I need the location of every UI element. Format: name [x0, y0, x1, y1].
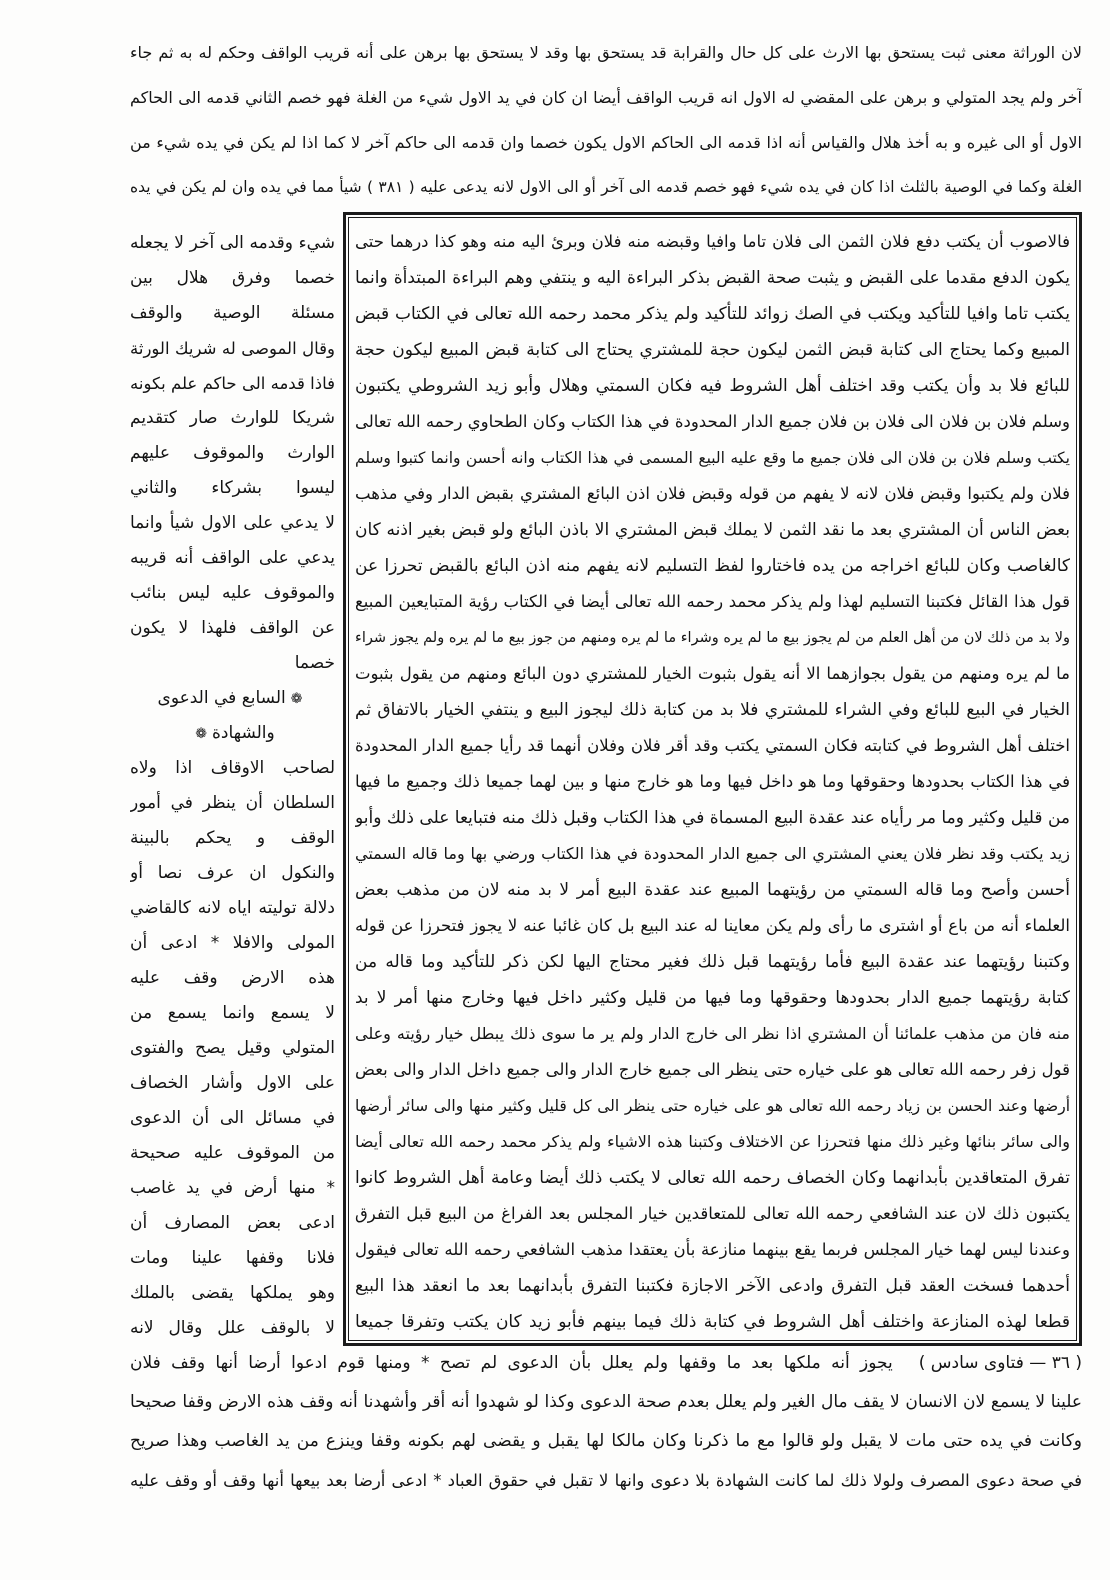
box-text-line: بعض الناس أن المشتري بعد ما نقد الثمن لا يملك قبض المشتري الا باذن البائع ولو قبض بغير اذنه كان [355, 520, 1070, 540]
margin-note-line: فلانا وقفها علينا ومات [130, 1248, 335, 1268]
box-text-line: اختلف أهل الشروط في كتابته فكان السمتي يكتب وقد أقر فلان وفلان أنهما قد رأيا جميع الدار المحدودة [355, 736, 1070, 755]
section-heading [130, 716, 335, 751]
margin-note-line: هذه الارض وقف عليه [130, 968, 335, 988]
box-text-line: قول هذا القائل فكتبنا التسليم لهذا ولم يذكر محمد رحمه الله تعالى أيضا في الكتاب رؤية المتبايعين المبيع [355, 592, 1070, 611]
box-text-line: أحدهما فسخت العقد قبل التفرق وادعى الآخر الاجازة فكتبنا التفرق بأبدانهما بعد ما انعقد هذا البيع [355, 1276, 1070, 1296]
margin-note-line: لا بالوقف علل وقال لانه [130, 1318, 335, 1338]
box-text-line: قطعا لهذه المنازعة واختلف أهل الشروط في كتابة ذلك فيما بينهم فأبو زيد كان يكتب وتفرقا جميعا [355, 1312, 1070, 1332]
margin-note-line: فاذا قدمه الى حاكم علم بكونه [130, 374, 335, 393]
box-text-line: للبائع فلا بد وأن يكتب وقد اختلف أهل الشروط فيه فكان السمتي وهلال وأبو زيد الشروطي يكتبون [355, 376, 1070, 396]
box-text-line: يكتب تاما وافيا للتأكيد ويكتب في الصك زوائد للتأكيد ولم يذكر محمد رحمه الله تعالى في الكتاب قبض [355, 304, 1070, 324]
section-heading [130, 681, 335, 716]
margin-note-line: لصاحب الاوقاف اذا ولاه [130, 758, 335, 778]
box-text-line: يكتب وسلم فلان بن فلان الى فلان جميع ما وقع عليه البيع المسمى في هذا الكتاب وانه أحسن وانما كتبوا وسلم [355, 449, 1070, 467]
box-text-line: المبيع وكما يحتاج الى كتابة قبض الثمن ليكون حجة للمشتري يحتاج الى كتابة قبض المبيع ليكون حجة [355, 340, 1070, 360]
margin-note-line: خصما وفرق هلال بين [130, 268, 335, 288]
margin-note-line: شريكا للوارث صار كتقديم [130, 408, 335, 428]
margin-note-line: المتولي وقيل يصح والفتوى [130, 1038, 335, 1058]
margin-note-line: وقال الموصى له شريك الورثة [130, 339, 335, 358]
top-text-block [130, 30, 1082, 210]
margin-note-line: يدعي على الواقف أنه قريبه [130, 548, 335, 568]
box-text-line: قول زفر رحمه الله تعالى هو على خياره حتى ينظر الى جميع خارج الدار والى جميع داخل الدار والى بعض [355, 1060, 1070, 1079]
margin-note-line: وهو يملكها يقضى بالملك [130, 1283, 335, 1303]
margin-note-line: لا يدعي على الاول شيأ وانما [130, 513, 335, 533]
box-text-line: فلان ولم يكتبوا وقبض فلان لانه لا يفهم من قوله وقبض فلان اذن البائع المشتري بقبض الدار وفي مذهب [355, 484, 1070, 503]
box-text-line: أرضها وعند الحسن بن زياد رحمه الله تعالى هو على خياره حتى ينظر الى كل قليل وكثير منها والى سائر أرضها [355, 1097, 1070, 1115]
box-text-line: كالغاصب وكان للبائع اخراجه من يده فاختاروا لفظ التسليم لانه يفهم منه اذن البائع بالقبض تحرزا عن [355, 556, 1070, 576]
ornament-icon [291, 682, 303, 716]
box-text-line: من قليل وكثير وما مر رأياه عند عقدة البيع المسماة في هذا الكتاب وقبل ذلك منه فتبايعا على ذلك وأبو [355, 808, 1070, 828]
margin-note-line: خصما [294, 653, 335, 673]
margin-note-line: دلالة توليته اياه لانه كالقاضي [130, 898, 335, 918]
margin-note-line: في مسائل الى أن الدعوى [130, 1108, 335, 1128]
main-text-box [343, 212, 1082, 1346]
margin-note-line: لا يسمع وانما يسمع من [130, 1003, 335, 1023]
footer-text-line: علينا لا يسمع لان الانسان لا يقف مال الغير ولم يعلل بعدم صحة الدعوى وكذا لو شهدوا أنه أقر وأشهدنا أنه وقف هذه الارض وقفا صحيحا [130, 1392, 1082, 1412]
top-text-line: آخر ولم يجد المتولي و برهن على المقضي له الاول انه قريب الواقف أيضا ان كان في يد الاول شيء من الغلة فهو خصم الثاني قدمه الى الحاكم [130, 88, 1082, 107]
box-text-line: كتابة رؤيتهما جميع الدار بحدودها وحقوقها وما فيها من قليل وكثير داخل فيها وخارج منها أمر لا بد [355, 988, 1070, 1008]
footer-text-line: وكانت في يده حتى مات لا يقبل ولو قالوا مع ما ذكرنا وكان مالكا لها يقبل و يقضى لهم بكونه وقفا وينزع من يد الغاصب وهذا صريح [130, 1431, 1082, 1451]
box-text-line: يكون الدفع مقدما على القبض و يثبت صحة القبض بذكر البراءة اليه و ينتفي وهم البراءة المبتدأة وانما [355, 268, 1070, 288]
margin-notes-column [130, 226, 335, 1346]
margin-note-line: على الاول وأشار الخصاف [130, 1073, 335, 1093]
page-label: ( ٣٦ — فتاوى سادس ) [918, 1353, 1082, 1373]
margin-note-line: ادعى بعض المصارف أن [130, 1213, 335, 1233]
footer-text-line: يجوز أنه ملكها بعد ما وقفها ولم يعلل بأن الدعوى لم تصح * ومنها قوم ادعوا أرضا أنها وقف فلان [130, 1353, 893, 1373]
margin-note-line: والموقوف عليه ليس بنائب [130, 583, 335, 603]
top-text-line: الاول أو الى غيره و به أخذ هلال والقياس أنه اذا قدمه الى الحاكم الاول يكون خصما وان قدمه الى حاكم آخر لا كما اذا لم يكن في يده شيء من [130, 133, 1082, 152]
box-text-line: زيد يكتب وقد نظر فلان يعني المشتري الى جميع الدار المحدودة في هذا الكتاب ورضي بها وما قاله السمتي [355, 844, 1070, 863]
box-text-line: في هذا الكتاب بحدودها وحقوقها وما هو داخل فيها وما هو خارج منها و بين لهما جميعا ذلك وجميع ما فيها [355, 772, 1070, 791]
box-text-line: ولا بد من ذلك لان من أهل العلم من لم يجوز بيع ما لم يره وشراء ما لم يره ومنهم من جوز بيع ما لم يره ولم يجوز شراء [355, 630, 1070, 646]
margin-note-line: الوقف و يحكم بالبينة [130, 828, 335, 848]
box-text-line: فالاصوب أن يكتب دفع فلان الثمن الى فلان تاما وافيا وقبضه منه فلان وبرئ اليه منه وهو كذا درهما حتى [355, 232, 1070, 251]
top-text-line: لان الوراثة معنى ثبت يستحق بها الارث على كل حال والقرابة قد يستحق بها وقد لا يستحق بها برهن على أنه قريب الواقف وحكم له به ثم جاء [130, 43, 1082, 62]
box-text-line: وعندنا ليس لهما خيار المجلس فربما يقع بينهما منازعة بأن يعتقدا مذهب الشافعي رحمه الله تعالى فيقول [355, 1240, 1070, 1259]
section-heading-text: والشهادة [211, 723, 275, 743]
margin-note-line: الوارث والموقوف عليهم [130, 443, 335, 463]
margin-note-line: عن الواقف فلهذا لا يكون [130, 618, 335, 638]
box-text-line: وكتبنا رؤيتهما عند عقدة البيع فأما رؤيتهما قبل ذلك فغير محتاج اليها لكن ذكر للتأكيد وما قاله من [355, 952, 1070, 972]
margin-note-line: المولى والافلا * ادعى أن [130, 933, 335, 953]
footer-text-line: في صحة دعوى المصرف ولولا ذلك لما كانت الشهادة بلا دعوى وانها لا تقبل في حقوق العباد * ادعى أرضا بعد بيعها أنها وقف أو وقف عليه [130, 1471, 1082, 1490]
box-text-line: وسلم فلان بن فلان الى فلان بن فلان جميع الدار المحدودة في هذا الكتاب وكان الطحاوي رحمه الله تعالى [355, 412, 1070, 431]
box-text-line: ما لم يره ومنهم من يقول بجوازهما الا أنه يقول بثبوت الخيار للمشتري دون البائع ومنهم من يقول بثبوت [355, 664, 1070, 683]
box-text-line: أحسن وأصح وما قاله السمتي من رؤيتهما المبيع عند عقدة البيع أمر لا بد منه لان من مذهب بعض [355, 880, 1070, 900]
top-text-line: الغلة وكما في الوصية بالثلث اذا كان في يده شيء فهو خصم قدمه الى آخر أو الى الاول لانه يدعى عليه ( ٣٨١ ) شيأ مما في يده وان لم يكن في يده [130, 178, 1082, 196]
margin-note-line: مسئلة الوصية والوقف [130, 303, 335, 323]
footer-first-line [130, 1344, 1082, 1383]
margin-note-line: من الموقوف عليه صحيحة [130, 1143, 335, 1163]
box-text-line: والى سائر بنائها وغير ذلك منها فتحرزا عن الاختلاف وكتبنا هذه الاشياء ولم يذكر محمد رحمه الله تعالى أيضا [355, 1132, 1070, 1151]
margin-note-line: والنكول ان عرف نصا أو [130, 863, 335, 883]
box-text-line: منه فان من مذهب علمائنا أن المشتري اذا نظر الى خارج الدار ولم ير ما سوى ذلك يبطل خيار رؤيته وعلى [355, 1024, 1070, 1043]
box-text-line: يكتبون ذلك لان عند الشافعي رحمه الله تعالى للمتعاقدين خيار المجلس بعد الفراغ من البيع قبل التفرق [355, 1204, 1070, 1223]
margin-note-line: السلطان أن ينظر في أمور [130, 793, 335, 813]
margin-note-line: شيء وقدمه الى آخر لا يجعله [130, 233, 335, 253]
box-text-line: العلماء أنه من باع أو اشترى ما رأى ولم يكن معاينا له عند البيع بل كان غائبا عنه لا يجوز فتحرزا عن قوله [355, 916, 1070, 935]
margin-note-line: * منها أرض في يد غاصب [130, 1178, 335, 1198]
box-text-line: تفرق المتعاقدين بأبدانهما وكان الخصاف رحمه الله تعالى لا يكتب ذلك أيضا وعامة أهل الشروط كانوا [355, 1168, 1070, 1188]
footer-text-block [130, 1344, 1082, 1500]
box-text-line: الخيار في البيع للبائع وفي الشراء للمشتري فلا بد من كتابة ذلك ليجوز البيع و ينتفي الخيار بالاتفاق ثم [355, 700, 1070, 720]
section-heading-text: السابع في الدعوى [157, 688, 286, 708]
ornament-icon [195, 717, 207, 751]
margin-note-line: ليسوا بشركاء والثاني [130, 478, 335, 498]
